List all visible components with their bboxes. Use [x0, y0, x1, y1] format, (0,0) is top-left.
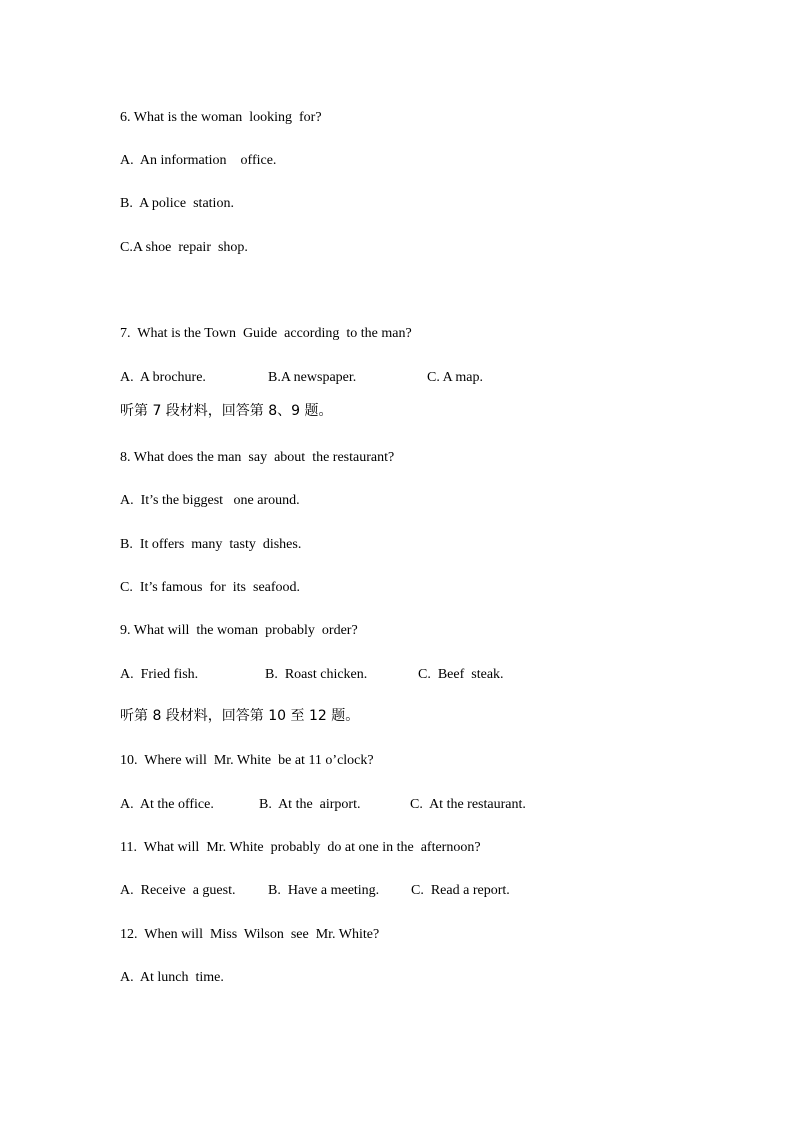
section-heading-8: 听第 8 段材料，回答第 10 至 12 题。 — [120, 708, 360, 724]
question-8: 8. What does the man say about the restaurant? — [120, 450, 395, 465]
question-7-option-b: B.A newspaper. — [268, 370, 357, 385]
question-11-option-a: A. Receive a guest. — [120, 883, 236, 898]
question-11: 11. What will Mr. White probably do at one in the afternoon? — [120, 840, 481, 855]
question-6-option-a: A. An information office. — [120, 153, 277, 168]
question-10-option-b: B. At the airport. — [259, 797, 361, 812]
question-10-option-a: A. At the office. — [120, 797, 214, 812]
question-8-option-c: C. It’s famous for its seafood. — [120, 580, 301, 595]
question-6-option-b: B. A police station. — [120, 196, 234, 211]
question-11-option-b: B. Have a meeting. — [268, 883, 380, 898]
question-9-option-b: B. Roast chicken. — [265, 667, 368, 682]
question-7-option-c: C. A map. — [427, 370, 484, 385]
question-8-option-b: B. It offers many tasty dishes. — [120, 537, 302, 552]
section-heading-7: 听第 7 段材料，回答第 8、9 题。 — [120, 403, 333, 419]
question-12: 12. When will Miss Wilson see Mr. White? — [120, 927, 380, 942]
question-11-option-c: C. Read a report. — [411, 883, 510, 898]
question-6-option-c: C.A shoe repair shop. — [120, 240, 248, 255]
question-7-option-a: A. A brochure. — [120, 370, 206, 385]
question-9-option-a: A. Fried fish. — [120, 667, 199, 682]
question-10: 10. Where will Mr. White be at 11 o’clock? — [120, 753, 374, 768]
question-7: 7. What is the Town Guide according to the man? — [120, 326, 412, 341]
question-9-option-c: C. Beef steak. — [418, 667, 504, 682]
question-10-option-c: C. At the restaurant. — [410, 797, 526, 812]
question-8-option-a: A. It’s the biggest one around. — [120, 493, 300, 508]
question-12-option-a: A. At lunch time. — [120, 970, 224, 985]
question-6: 6. What is the woman looking for? — [120, 110, 322, 125]
question-9: 9. What will the woman probably order? — [120, 623, 358, 638]
